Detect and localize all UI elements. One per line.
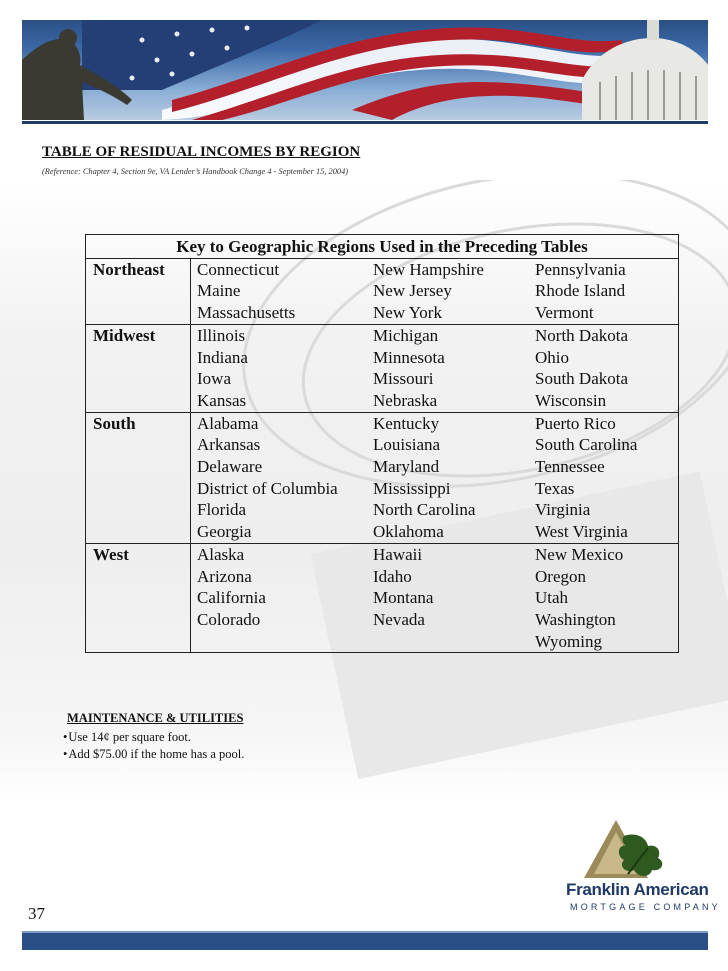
- state-name: Indiana: [197, 347, 248, 367]
- logo-subtitle: MORTGAGE COMPANY: [570, 902, 721, 912]
- state-name: Maine: [197, 281, 241, 301]
- state-column: [373, 258, 535, 324]
- state-name: Idaho: [373, 566, 412, 586]
- state-name: North Carolina: [373, 500, 476, 520]
- state-name: Louisiana: [373, 435, 441, 455]
- state-name: Illinois: [197, 325, 246, 345]
- state-name: Rhode Island: [535, 281, 626, 301]
- table-row: [86, 258, 679, 324]
- state-name: Wyoming: [535, 631, 602, 651]
- state-name: North Dakota: [535, 325, 629, 345]
- state-name: Tennessee: [535, 457, 605, 477]
- state-name: Michigan: [373, 325, 439, 345]
- list-item: • Use 14¢ per square foot.: [63, 729, 244, 746]
- state-name: Hawaii: [373, 544, 423, 564]
- page-number: 37: [28, 904, 45, 923]
- company-logo: [566, 818, 721, 918]
- state-column: [535, 324, 679, 412]
- state-name: Maryland: [373, 457, 440, 477]
- maintenance-list: [63, 729, 244, 763]
- state-column: [535, 258, 679, 324]
- state-name: Alaska: [197, 544, 245, 564]
- footer-bar: [22, 931, 708, 950]
- state-name: Oklahoma: [373, 522, 444, 542]
- state-name: Utah: [535, 588, 569, 608]
- regions-key-table: [85, 234, 679, 653]
- state-name: District of Columbia: [197, 478, 338, 498]
- region-name: Midwest: [86, 324, 191, 412]
- region-name: South: [86, 412, 191, 543]
- maintenance-heading: MAINTENANCE & UTILITIES: [67, 711, 244, 725]
- state-column: [191, 412, 374, 543]
- state-column: [535, 543, 679, 653]
- table-row: [86, 324, 679, 412]
- state-name: West Virginia: [535, 522, 628, 542]
- state-name: Ohio: [535, 347, 569, 367]
- state-name: Puerto Rico: [535, 413, 616, 433]
- page-title: TABLE OF RESIDUAL INCOMES BY REGION: [42, 144, 361, 160]
- state-column: [535, 412, 679, 543]
- state-name: Pennsylvania: [535, 259, 626, 279]
- state-name: Nevada: [373, 609, 425, 629]
- state-name: Iowa: [197, 369, 231, 389]
- state-column: [191, 324, 374, 412]
- state-name: South Carolina: [535, 435, 638, 455]
- region-name: Northeast: [86, 258, 191, 324]
- state-name: Washington: [535, 609, 616, 629]
- leaf-triangle-logo-icon: [566, 818, 708, 880]
- state-column: [373, 543, 535, 653]
- state-column: [373, 412, 535, 543]
- state-name: Colorado: [197, 609, 261, 629]
- state-name: Kansas: [197, 390, 247, 410]
- state-name: Montana: [373, 588, 434, 608]
- state-name: Vermont: [535, 303, 594, 323]
- state-name: Florida: [197, 500, 247, 520]
- state-name: Massachusetts: [197, 303, 296, 323]
- table-row: [86, 543, 679, 653]
- state-name: Kentucky: [373, 413, 440, 433]
- state-name: New Hampshire: [373, 259, 484, 279]
- table-title: Key to Geographic Regions Used in the Preceding Tables: [86, 235, 679, 259]
- logo-company-name: Franklin American: [566, 880, 709, 899]
- state-column: [373, 324, 535, 412]
- state-name: Texas: [535, 478, 575, 498]
- flag-capitol-illustration: [22, 20, 708, 120]
- state-column: [191, 258, 374, 324]
- header-banner-image: [22, 20, 708, 120]
- header-rule: [22, 121, 708, 124]
- state-name: Connecticut: [197, 259, 280, 279]
- table-row: [86, 412, 679, 543]
- table-header-row: [86, 235, 679, 259]
- state-name: Minnesota: [373, 347, 445, 367]
- region-name: West: [86, 543, 191, 653]
- state-name: New York: [373, 303, 442, 323]
- state-name: South Dakota: [535, 369, 629, 389]
- state-name: Mississippi: [373, 478, 451, 498]
- reference-note: (Reference: Chapter 4, Section 9e, VA Lender’s Handbook Change 4 - September 15, 2004): [42, 167, 349, 176]
- state-name: Alabama: [197, 413, 259, 433]
- state-name: New Jersey: [373, 281, 452, 301]
- list-item: • Add $75.00 if the home has a pool.: [63, 746, 244, 763]
- state-name: Arizona: [197, 566, 252, 586]
- state-name: Wisconsin: [535, 390, 607, 410]
- state-name: Arkansas: [197, 435, 261, 455]
- state-name: Oregon: [535, 566, 586, 586]
- state-name: Virginia: [535, 500, 591, 520]
- state-name: Nebraska: [373, 390, 438, 410]
- state-name: California: [197, 588, 266, 608]
- state-name: Delaware: [197, 457, 263, 477]
- state-column: [191, 543, 374, 653]
- state-name: New Mexico: [535, 544, 624, 564]
- state-name: Georgia: [197, 522, 252, 542]
- state-name: Missouri: [373, 369, 434, 389]
